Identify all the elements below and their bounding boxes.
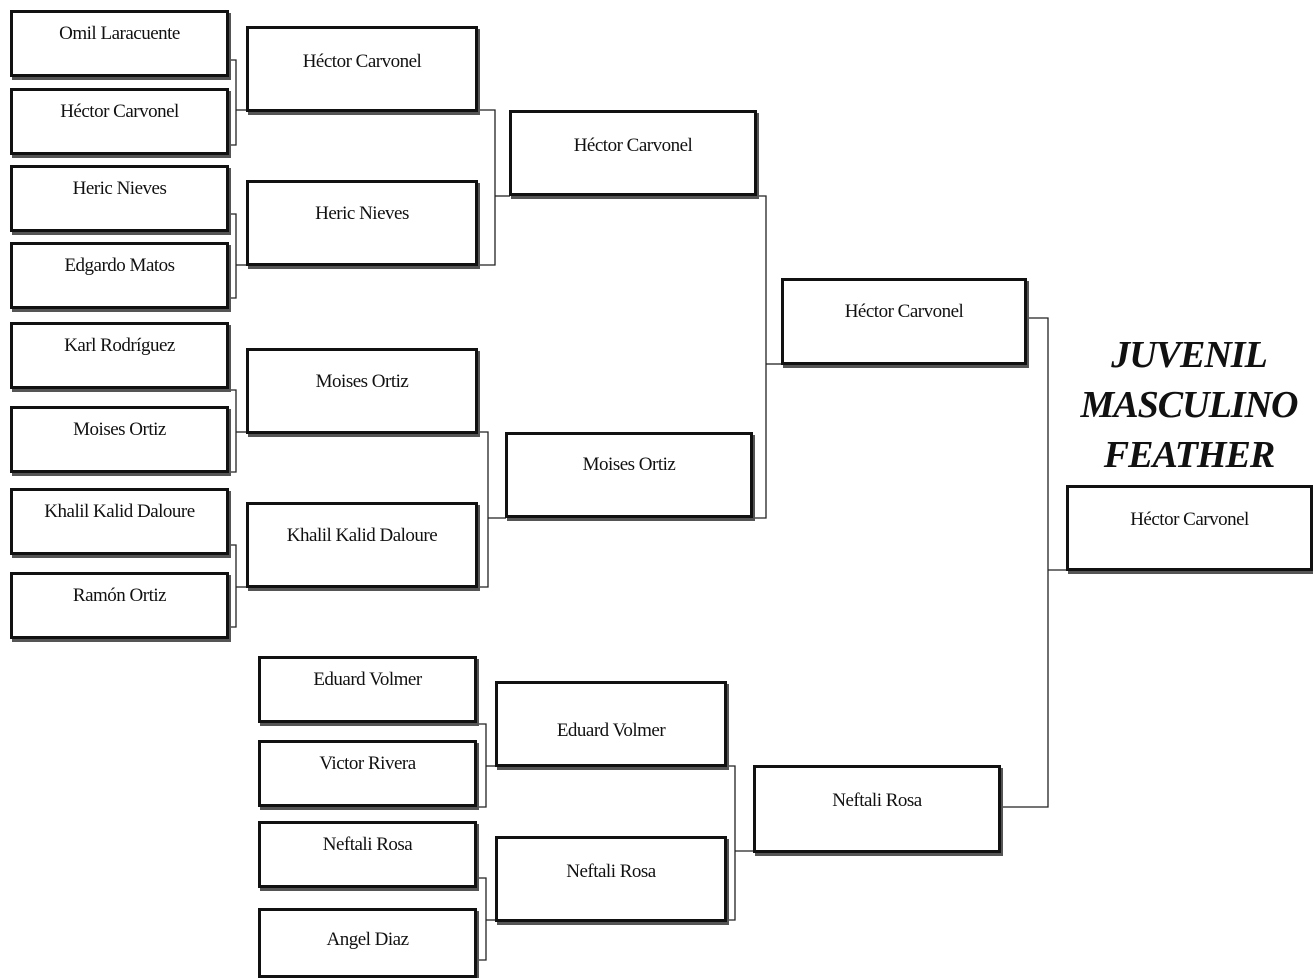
bracket-slot-r1-4	[10, 242, 229, 309]
competitor-name: Heric Nieves	[315, 203, 409, 224]
bracket-slot-r1-6	[10, 406, 229, 473]
bracket-slot-semifinal	[781, 278, 1027, 365]
bracket-slot-r2-4	[246, 502, 478, 588]
bracket-slot-r2-1	[246, 26, 478, 112]
competitor-name: Omil Laracuente	[59, 23, 180, 44]
competitor-name: Moises Ortiz	[582, 454, 676, 475]
bracket-slot-r3-2	[505, 432, 753, 518]
competitor-name: Angel Diaz	[326, 929, 409, 950]
competitor-name: Khalil Kalid Daloure	[286, 525, 438, 546]
competitor-name: Edgardo Matos	[64, 255, 175, 276]
competitor-name: Eduard Volmer	[556, 720, 666, 741]
competitor-name: Karl Rodríguez	[64, 335, 175, 356]
competitor-name: Neftali Rosa	[566, 861, 656, 882]
competitor-name: Eduard Volmer	[313, 669, 422, 690]
competitor-name: Héctor Carvonel	[844, 301, 964, 322]
competitor-name: Moises Ortiz	[315, 371, 409, 392]
title-line-1: JUVENIL	[1111, 334, 1267, 376]
bracket-slot-r1-8	[10, 572, 229, 639]
bracket-title	[1062, 330, 1313, 480]
bracket-slot-r3-lower-1	[753, 765, 1001, 853]
competitor-name: Héctor Carvonel	[573, 135, 693, 156]
competitor-name: Héctor Carvonel	[302, 51, 422, 72]
bracket-slot-r3-1	[509, 110, 757, 196]
bracket-slot-r1-1	[10, 10, 229, 77]
bracket-slot-champion	[1066, 485, 1313, 571]
competitor-name: Ramón Ortiz	[72, 585, 167, 606]
bracket-slot-r1-5	[10, 322, 229, 389]
bracket-slot-r2-lower-1	[495, 681, 727, 767]
bracket-slot-r1-3	[10, 165, 229, 232]
competitor-name: Héctor Carvonel	[60, 101, 179, 122]
bracket-slot-r2-3	[246, 348, 478, 434]
competitor-name: Neftali Rosa	[832, 790, 922, 811]
competitor-name: Heric Nieves	[72, 178, 167, 199]
competitor-name: Khalil Kalid Daloure	[44, 501, 195, 522]
title-line-3: FEATHER	[1103, 434, 1275, 476]
competitor-name: Victor Rivera	[319, 753, 416, 774]
title-line-2: MASCULINO	[1080, 384, 1298, 426]
bracket-slot-r1-lower-4	[258, 908, 477, 978]
competitor-name: Moises Ortiz	[73, 419, 166, 440]
bracket-slot-r2-2	[246, 180, 478, 266]
competitor-name: Neftali Rosa	[322, 834, 413, 855]
bracket-slot-r1-lower-1	[258, 656, 477, 723]
bracket-slot-r1-lower-3	[258, 821, 477, 888]
bracket-slot-r2-lower-2	[495, 836, 727, 922]
bracket-slot-r1-7	[10, 488, 229, 555]
champion-name: Héctor Carvonel	[1130, 509, 1249, 530]
bracket-slot-r1-lower-2	[258, 740, 477, 807]
bracket-slot-r1-2	[10, 88, 229, 155]
